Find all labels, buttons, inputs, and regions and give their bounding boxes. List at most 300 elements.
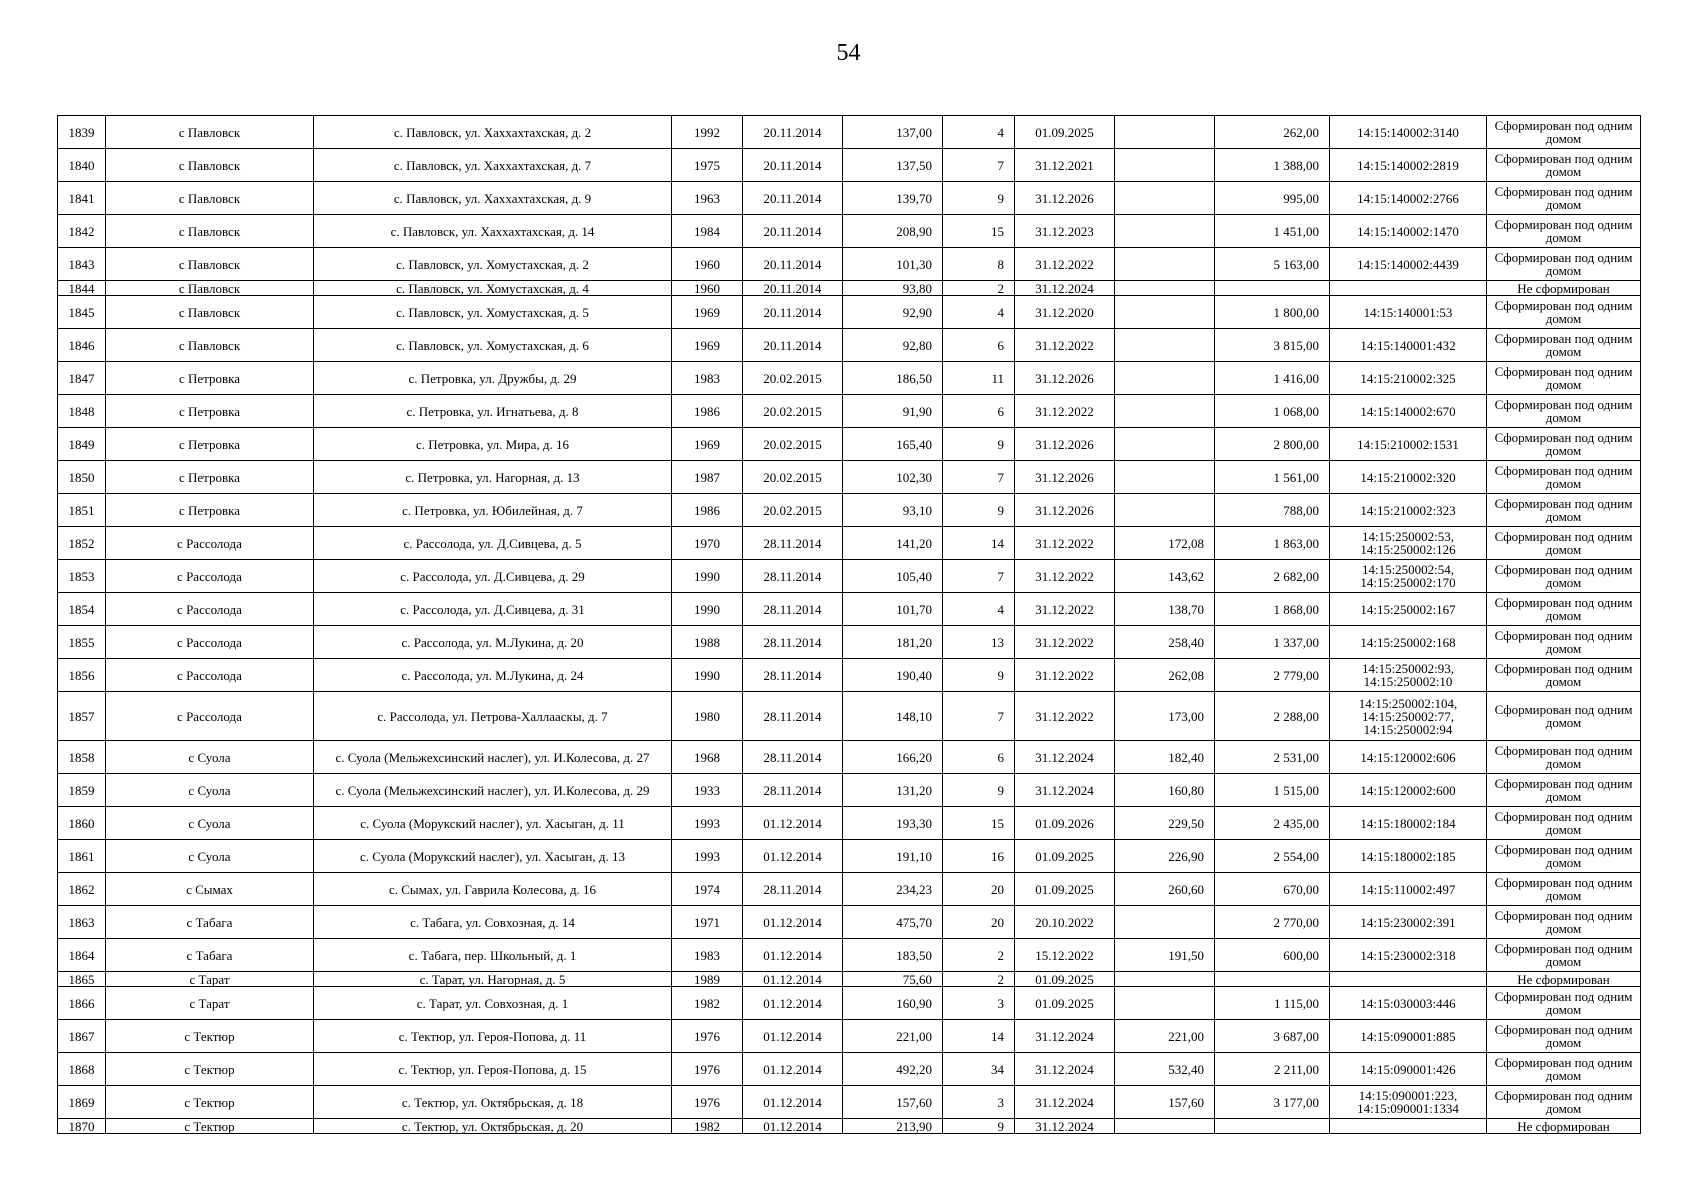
date-cell: 28.11.2014: [743, 593, 843, 626]
cadastral-number-cell: [1330, 972, 1487, 987]
status-cell: Сформирован под одним домом: [1487, 1086, 1641, 1119]
table-row: [58, 248, 1641, 281]
year-built-cell: 1988: [672, 626, 743, 659]
cadastral-number-cell: 14:15:250002:168: [1330, 626, 1487, 659]
cadastral-number-cell: 14:15:140002:3140: [1330, 116, 1487, 149]
settlement-cell: с Павловск: [106, 116, 314, 149]
area-total-cell: [1115, 428, 1215, 461]
residents-cell: 3: [943, 1086, 1015, 1119]
area-cell: 181,20: [843, 626, 943, 659]
residents-cell: 4: [943, 593, 1015, 626]
row-number-cell: 1862: [58, 873, 106, 906]
area-cell: 183,50: [843, 939, 943, 972]
table-row: [58, 873, 1641, 906]
date-cell: 20.11.2014: [743, 281, 843, 296]
date-cell: 01.12.2014: [743, 840, 843, 873]
land-area-cell: 1 451,00: [1215, 215, 1330, 248]
area-cell: 139,70: [843, 182, 943, 215]
settlement-cell: с Суола: [106, 840, 314, 873]
year-built-cell: 1976: [672, 1086, 743, 1119]
status-cell: Не сформирован: [1487, 972, 1641, 987]
year-built-cell: 1982: [672, 987, 743, 1020]
area-cell: 492,20: [843, 1053, 943, 1086]
area-cell: 157,60: [843, 1086, 943, 1119]
cadastral-number-cell: 14:15:140002:670: [1330, 395, 1487, 428]
table-row: [58, 741, 1641, 774]
address-cell: с. Сымах, ул. Гаврила Колесова, д. 16: [314, 873, 672, 906]
cadastral-number-cell: 14:15:110002:497: [1330, 873, 1487, 906]
row-number-cell: 1846: [58, 329, 106, 362]
address-cell: с. Тарат, ул. Нагорная, д. 5: [314, 972, 672, 987]
date-cell: 28.11.2014: [743, 659, 843, 692]
date-cell: 01.12.2014: [743, 972, 843, 987]
status-cell: Сформирован под одним домом: [1487, 428, 1641, 461]
year-built-cell: 1974: [672, 873, 743, 906]
land-area-cell: 995,00: [1215, 182, 1330, 215]
row-number-cell: 1865: [58, 972, 106, 987]
year-built-cell: 1987: [672, 461, 743, 494]
area-total-cell: 138,70: [1115, 593, 1215, 626]
area-cell: 148,10: [843, 692, 943, 741]
date-cell: 20.02.2015: [743, 428, 843, 461]
table-row: [58, 906, 1641, 939]
area-total-cell: 221,00: [1115, 1020, 1215, 1053]
area-total-cell: 160,80: [1115, 774, 1215, 807]
land-area-cell: 1 388,00: [1215, 149, 1330, 182]
year-built-cell: 1983: [672, 362, 743, 395]
deadline-cell: 31.12.2024: [1015, 741, 1115, 774]
year-built-cell: 1993: [672, 840, 743, 873]
table-row: [58, 494, 1641, 527]
cadastral-number-cell: 14:15:210002:325: [1330, 362, 1487, 395]
deadline-cell: 31.12.2024: [1015, 1086, 1115, 1119]
cadastral-number-cell: 14:15:250002:53, 14:15:250002:126: [1330, 527, 1487, 560]
date-cell: 20.02.2015: [743, 362, 843, 395]
year-built-cell: 1969: [672, 428, 743, 461]
land-area-cell: 1 416,00: [1215, 362, 1330, 395]
table-row: [58, 1119, 1641, 1134]
status-cell: Сформирован под одним домом: [1487, 692, 1641, 741]
table-row: [58, 527, 1641, 560]
deadline-cell: 31.12.2026: [1015, 362, 1115, 395]
year-built-cell: 1960: [672, 281, 743, 296]
table-row: [58, 149, 1641, 182]
area-cell: 193,30: [843, 807, 943, 840]
date-cell: 28.11.2014: [743, 692, 843, 741]
area-cell: 141,20: [843, 527, 943, 560]
date-cell: 01.12.2014: [743, 906, 843, 939]
address-cell: с. Петровка, ул. Нагорная, д. 13: [314, 461, 672, 494]
settlement-cell: с Тектюр: [106, 1053, 314, 1086]
status-cell: Сформирован под одним домом: [1487, 774, 1641, 807]
address-cell: с. Суола (Мельжехсинский наслег), ул. И.Колесова, д. 27: [314, 741, 672, 774]
year-built-cell: 1986: [672, 494, 743, 527]
land-area-cell: 2 531,00: [1215, 741, 1330, 774]
date-cell: 20.11.2014: [743, 248, 843, 281]
area-total-cell: [1115, 281, 1215, 296]
settlement-cell: с Рассолода: [106, 527, 314, 560]
land-area-cell: 1 337,00: [1215, 626, 1330, 659]
cadastral-number-cell: 14:15:180002:184: [1330, 807, 1487, 840]
year-built-cell: 1969: [672, 296, 743, 329]
row-number-cell: 1858: [58, 741, 106, 774]
row-number-cell: 1852: [58, 527, 106, 560]
date-cell: 28.11.2014: [743, 626, 843, 659]
area-cell: 101,70: [843, 593, 943, 626]
cadastral-number-cell: 14:15:140002:4439: [1330, 248, 1487, 281]
cadastral-number-cell: 14:15:030003:446: [1330, 987, 1487, 1020]
table-row: [58, 362, 1641, 395]
deadline-cell: 31.12.2024: [1015, 774, 1115, 807]
status-cell: Сформирован под одним домом: [1487, 593, 1641, 626]
land-area-cell: [1215, 1119, 1330, 1134]
table-row: [58, 593, 1641, 626]
address-cell: с. Тектюр, ул. Октябрьская, д. 18: [314, 1086, 672, 1119]
residents-cell: 16: [943, 840, 1015, 873]
row-number-cell: 1859: [58, 774, 106, 807]
area-cell: 191,10: [843, 840, 943, 873]
residents-cell: 9: [943, 182, 1015, 215]
date-cell: 28.11.2014: [743, 873, 843, 906]
settlement-cell: с Тектюр: [106, 1086, 314, 1119]
area-cell: 234,23: [843, 873, 943, 906]
table-row: [58, 428, 1641, 461]
land-area-cell: 670,00: [1215, 873, 1330, 906]
table-row: [58, 987, 1641, 1020]
residents-cell: 14: [943, 1020, 1015, 1053]
deadline-cell: 31.12.2026: [1015, 461, 1115, 494]
residents-cell: 2: [943, 939, 1015, 972]
land-area-cell: 2 435,00: [1215, 807, 1330, 840]
table-row: [58, 329, 1641, 362]
deadline-cell: 20.10.2022: [1015, 906, 1115, 939]
row-number-cell: 1856: [58, 659, 106, 692]
address-cell: с. Суола (Морукский наслег), ул. Хасыган, д. 13: [314, 840, 672, 873]
status-cell: Сформирован под одним домом: [1487, 906, 1641, 939]
land-area-cell: 2 682,00: [1215, 560, 1330, 593]
area-cell: 213,90: [843, 1119, 943, 1134]
settlement-cell: с Петровка: [106, 461, 314, 494]
residents-cell: 8: [943, 248, 1015, 281]
row-number-cell: 1843: [58, 248, 106, 281]
residents-cell: 6: [943, 741, 1015, 774]
year-built-cell: 1983: [672, 939, 743, 972]
table-row: [58, 1086, 1641, 1119]
residents-cell: 7: [943, 560, 1015, 593]
address-cell: с. Суола (Мельжехсинский наслег), ул. И.Колесова, д. 29: [314, 774, 672, 807]
area-total-cell: [1115, 329, 1215, 362]
table-row: [58, 296, 1641, 329]
date-cell: 01.12.2014: [743, 987, 843, 1020]
table-row: [58, 1020, 1641, 1053]
date-cell: 01.12.2014: [743, 1020, 843, 1053]
residents-cell: 4: [943, 296, 1015, 329]
address-cell: с. Павловск, ул. Хомустахская, д. 2: [314, 248, 672, 281]
status-cell: Сформирован под одним домом: [1487, 527, 1641, 560]
status-cell: Сформирован под одним домом: [1487, 296, 1641, 329]
settlement-cell: с Рассолода: [106, 692, 314, 741]
deadline-cell: 01.09.2025: [1015, 840, 1115, 873]
deadline-cell: 31.12.2026: [1015, 182, 1115, 215]
area-total-cell: 191,50: [1115, 939, 1215, 972]
table-row: [58, 182, 1641, 215]
residents-cell: 2: [943, 972, 1015, 987]
deadline-cell: 01.09.2026: [1015, 807, 1115, 840]
land-area-cell: 1 868,00: [1215, 593, 1330, 626]
row-number-cell: 1848: [58, 395, 106, 428]
area-total-cell: 226,90: [1115, 840, 1215, 873]
settlement-cell: с Табага: [106, 906, 314, 939]
date-cell: 01.12.2014: [743, 807, 843, 840]
table-row: [58, 807, 1641, 840]
land-area-cell: 3 687,00: [1215, 1020, 1330, 1053]
address-cell: с. Суола (Морукский наслег), ул. Хасыган, д. 11: [314, 807, 672, 840]
area-total-cell: 157,60: [1115, 1086, 1215, 1119]
address-cell: с. Рассолода, ул. М.Лукина, д. 20: [314, 626, 672, 659]
status-cell: Сформирован под одним домом: [1487, 741, 1641, 774]
deadline-cell: 31.12.2021: [1015, 149, 1115, 182]
residents-cell: 9: [943, 774, 1015, 807]
status-cell: Сформирован под одним домом: [1487, 149, 1641, 182]
area-total-cell: 229,50: [1115, 807, 1215, 840]
settlement-cell: с Суола: [106, 807, 314, 840]
date-cell: 20.02.2015: [743, 461, 843, 494]
residents-cell: 14: [943, 527, 1015, 560]
settlement-cell: с Суола: [106, 741, 314, 774]
area-cell: 137,00: [843, 116, 943, 149]
status-cell: Сформирован под одним домом: [1487, 1020, 1641, 1053]
residents-cell: 9: [943, 1119, 1015, 1134]
cadastral-number-cell: 14:15:250002:167: [1330, 593, 1487, 626]
cadastral-number-cell: 14:15:140001:432: [1330, 329, 1487, 362]
row-number-cell: 1869: [58, 1086, 106, 1119]
area-total-cell: [1115, 182, 1215, 215]
area-cell: 131,20: [843, 774, 943, 807]
deadline-cell: 31.12.2022: [1015, 560, 1115, 593]
land-area-cell: 1 561,00: [1215, 461, 1330, 494]
year-built-cell: 1984: [672, 215, 743, 248]
row-number-cell: 1851: [58, 494, 106, 527]
deadline-cell: 31.12.2020: [1015, 296, 1115, 329]
land-area-cell: 2 779,00: [1215, 659, 1330, 692]
land-area-cell: [1215, 281, 1330, 296]
row-number-cell: 1841: [58, 182, 106, 215]
year-built-cell: 1990: [672, 593, 743, 626]
address-cell: с. Павловск, ул. Хомустахская, д. 5: [314, 296, 672, 329]
table-row: [58, 939, 1641, 972]
cadastral-number-cell: 14:15:250002:54, 14:15:250002:170: [1330, 560, 1487, 593]
status-cell: Не сформирован: [1487, 281, 1641, 296]
land-area-cell: 788,00: [1215, 494, 1330, 527]
cadastral-number-cell: 14:15:230002:318: [1330, 939, 1487, 972]
land-area-cell: 600,00: [1215, 939, 1330, 972]
page-number: 54: [836, 40, 861, 66]
date-cell: 20.11.2014: [743, 215, 843, 248]
deadline-cell: 31.12.2022: [1015, 626, 1115, 659]
status-cell: Сформирован под одним домом: [1487, 362, 1641, 395]
date-cell: 20.11.2014: [743, 182, 843, 215]
area-cell: 102,30: [843, 461, 943, 494]
deadline-cell: 31.12.2024: [1015, 1119, 1115, 1134]
date-cell: 28.11.2014: [743, 527, 843, 560]
cadastral-number-cell: 14:15:250002:104, 14:15:250002:77, 14:15:250002:94: [1330, 692, 1487, 741]
land-area-cell: 2 770,00: [1215, 906, 1330, 939]
settlement-cell: с Павловск: [106, 281, 314, 296]
status-cell: Сформирован под одним домом: [1487, 494, 1641, 527]
year-built-cell: 1990: [672, 560, 743, 593]
area-total-cell: [1115, 149, 1215, 182]
date-cell: 28.11.2014: [743, 774, 843, 807]
year-built-cell: 1982: [672, 1119, 743, 1134]
year-built-cell: 1970: [672, 527, 743, 560]
status-cell: Сформирован под одним домом: [1487, 1053, 1641, 1086]
land-area-cell: [1215, 972, 1330, 987]
residents-cell: 7: [943, 461, 1015, 494]
housing-registry-table: [57, 115, 1641, 1134]
cadastral-number-cell: 14:15:140002:2766: [1330, 182, 1487, 215]
year-built-cell: 1968: [672, 741, 743, 774]
row-number-cell: 1864: [58, 939, 106, 972]
table-row: [58, 692, 1641, 741]
area-total-cell: [1115, 461, 1215, 494]
address-cell: с. Табага, пер. Школьный, д. 1: [314, 939, 672, 972]
area-total-cell: [1115, 1119, 1215, 1134]
area-total-cell: [1115, 362, 1215, 395]
year-built-cell: 1933: [672, 774, 743, 807]
cadastral-number-cell: 14:15:210002:1531: [1330, 428, 1487, 461]
settlement-cell: с Петровка: [106, 494, 314, 527]
year-built-cell: 1980: [672, 692, 743, 741]
deadline-cell: 01.09.2025: [1015, 873, 1115, 906]
address-cell: с. Петровка, ул. Юбилейная, д. 7: [314, 494, 672, 527]
deadline-cell: 31.12.2024: [1015, 1020, 1115, 1053]
residents-cell: 4: [943, 116, 1015, 149]
area-cell: 160,90: [843, 987, 943, 1020]
residents-cell: 9: [943, 428, 1015, 461]
year-built-cell: 1992: [672, 116, 743, 149]
cadastral-number-cell: 14:15:120002:600: [1330, 774, 1487, 807]
settlement-cell: с Павловск: [106, 329, 314, 362]
address-cell: с. Тектюр, ул. Героя-Попова, д. 11: [314, 1020, 672, 1053]
date-cell: 20.11.2014: [743, 296, 843, 329]
row-number-cell: 1842: [58, 215, 106, 248]
row-number-cell: 1868: [58, 1053, 106, 1086]
cadastral-number-cell: 14:15:120002:606: [1330, 741, 1487, 774]
address-cell: с. Рассолода, ул. Петрова-Халлааскы, д. 7: [314, 692, 672, 741]
address-cell: с. Павловск, ул. Хомустахская, д. 6: [314, 329, 672, 362]
year-built-cell: 1986: [672, 395, 743, 428]
land-area-cell: 2 554,00: [1215, 840, 1330, 873]
table-row: [58, 840, 1641, 873]
address-cell: с. Петровка, ул. Мира, д. 16: [314, 428, 672, 461]
table-row: [58, 972, 1641, 987]
settlement-cell: с Тектюр: [106, 1020, 314, 1053]
deadline-cell: 31.12.2022: [1015, 527, 1115, 560]
row-number-cell: 1860: [58, 807, 106, 840]
residents-cell: 6: [943, 395, 1015, 428]
land-area-cell: 1 115,00: [1215, 987, 1330, 1020]
area-total-cell: 532,40: [1115, 1053, 1215, 1086]
row-number-cell: 1866: [58, 987, 106, 1020]
cadastral-number-cell: 14:15:140002:1470: [1330, 215, 1487, 248]
area-cell: 475,70: [843, 906, 943, 939]
area-total-cell: 143,62: [1115, 560, 1215, 593]
area-total-cell: 172,08: [1115, 527, 1215, 560]
settlement-cell: с Павловск: [106, 248, 314, 281]
land-area-cell: 1 800,00: [1215, 296, 1330, 329]
settlement-cell: с Петровка: [106, 362, 314, 395]
date-cell: 20.11.2014: [743, 329, 843, 362]
year-built-cell: 1960: [672, 248, 743, 281]
cadastral-number-cell: 14:15:140001:53: [1330, 296, 1487, 329]
date-cell: 01.12.2014: [743, 1119, 843, 1134]
year-built-cell: 1969: [672, 329, 743, 362]
land-area-cell: 5 163,00: [1215, 248, 1330, 281]
row-number-cell: 1844: [58, 281, 106, 296]
year-built-cell: 1989: [672, 972, 743, 987]
address-cell: с. Павловск, ул. Хаххахтахская, д. 14: [314, 215, 672, 248]
date-cell: 28.11.2014: [743, 560, 843, 593]
status-cell: Сформирован под одним домом: [1487, 461, 1641, 494]
date-cell: 28.11.2014: [743, 741, 843, 774]
settlement-cell: с Тектюр: [106, 1119, 314, 1134]
status-cell: Сформирован под одним домом: [1487, 329, 1641, 362]
residents-cell: 13: [943, 626, 1015, 659]
cadastral-number-cell: 14:15:180002:185: [1330, 840, 1487, 873]
year-built-cell: 1993: [672, 807, 743, 840]
residents-cell: 7: [943, 149, 1015, 182]
area-total-cell: [1115, 116, 1215, 149]
area-total-cell: [1115, 906, 1215, 939]
settlement-cell: с Павловск: [106, 182, 314, 215]
year-built-cell: 1990: [672, 659, 743, 692]
year-built-cell: 1976: [672, 1053, 743, 1086]
residents-cell: 20: [943, 873, 1015, 906]
date-cell: 01.12.2014: [743, 1086, 843, 1119]
settlement-cell: с Рассолода: [106, 593, 314, 626]
status-cell: Сформирован под одним домом: [1487, 987, 1641, 1020]
area-cell: 190,40: [843, 659, 943, 692]
cadastral-number-cell: 14:15:250002:93, 14:15:250002:10: [1330, 659, 1487, 692]
row-number-cell: 1855: [58, 626, 106, 659]
residents-cell: 9: [943, 494, 1015, 527]
settlement-cell: с Павловск: [106, 149, 314, 182]
row-number-cell: 1839: [58, 116, 106, 149]
deadline-cell: 31.12.2022: [1015, 692, 1115, 741]
table-row: [58, 116, 1641, 149]
deadline-cell: 31.12.2024: [1015, 1053, 1115, 1086]
cadastral-number-cell: 14:15:210002:323: [1330, 494, 1487, 527]
row-number-cell: 1853: [58, 560, 106, 593]
table-row: [58, 626, 1641, 659]
row-number-cell: 1847: [58, 362, 106, 395]
area-total-cell: 262,08: [1115, 659, 1215, 692]
table-row: [58, 215, 1641, 248]
settlement-cell: с Рассолода: [106, 659, 314, 692]
area-total-cell: [1115, 248, 1215, 281]
year-built-cell: 1963: [672, 182, 743, 215]
table-row: [58, 560, 1641, 593]
deadline-cell: 31.12.2024: [1015, 281, 1115, 296]
status-cell: Сформирован под одним домом: [1487, 873, 1641, 906]
status-cell: Сформирован под одним домом: [1487, 395, 1641, 428]
area-total-cell: 182,40: [1115, 741, 1215, 774]
area-cell: 92,80: [843, 329, 943, 362]
settlement-cell: с Рассолода: [106, 626, 314, 659]
area-total-cell: [1115, 987, 1215, 1020]
table-row: [58, 395, 1641, 428]
deadline-cell: 31.12.2022: [1015, 329, 1115, 362]
